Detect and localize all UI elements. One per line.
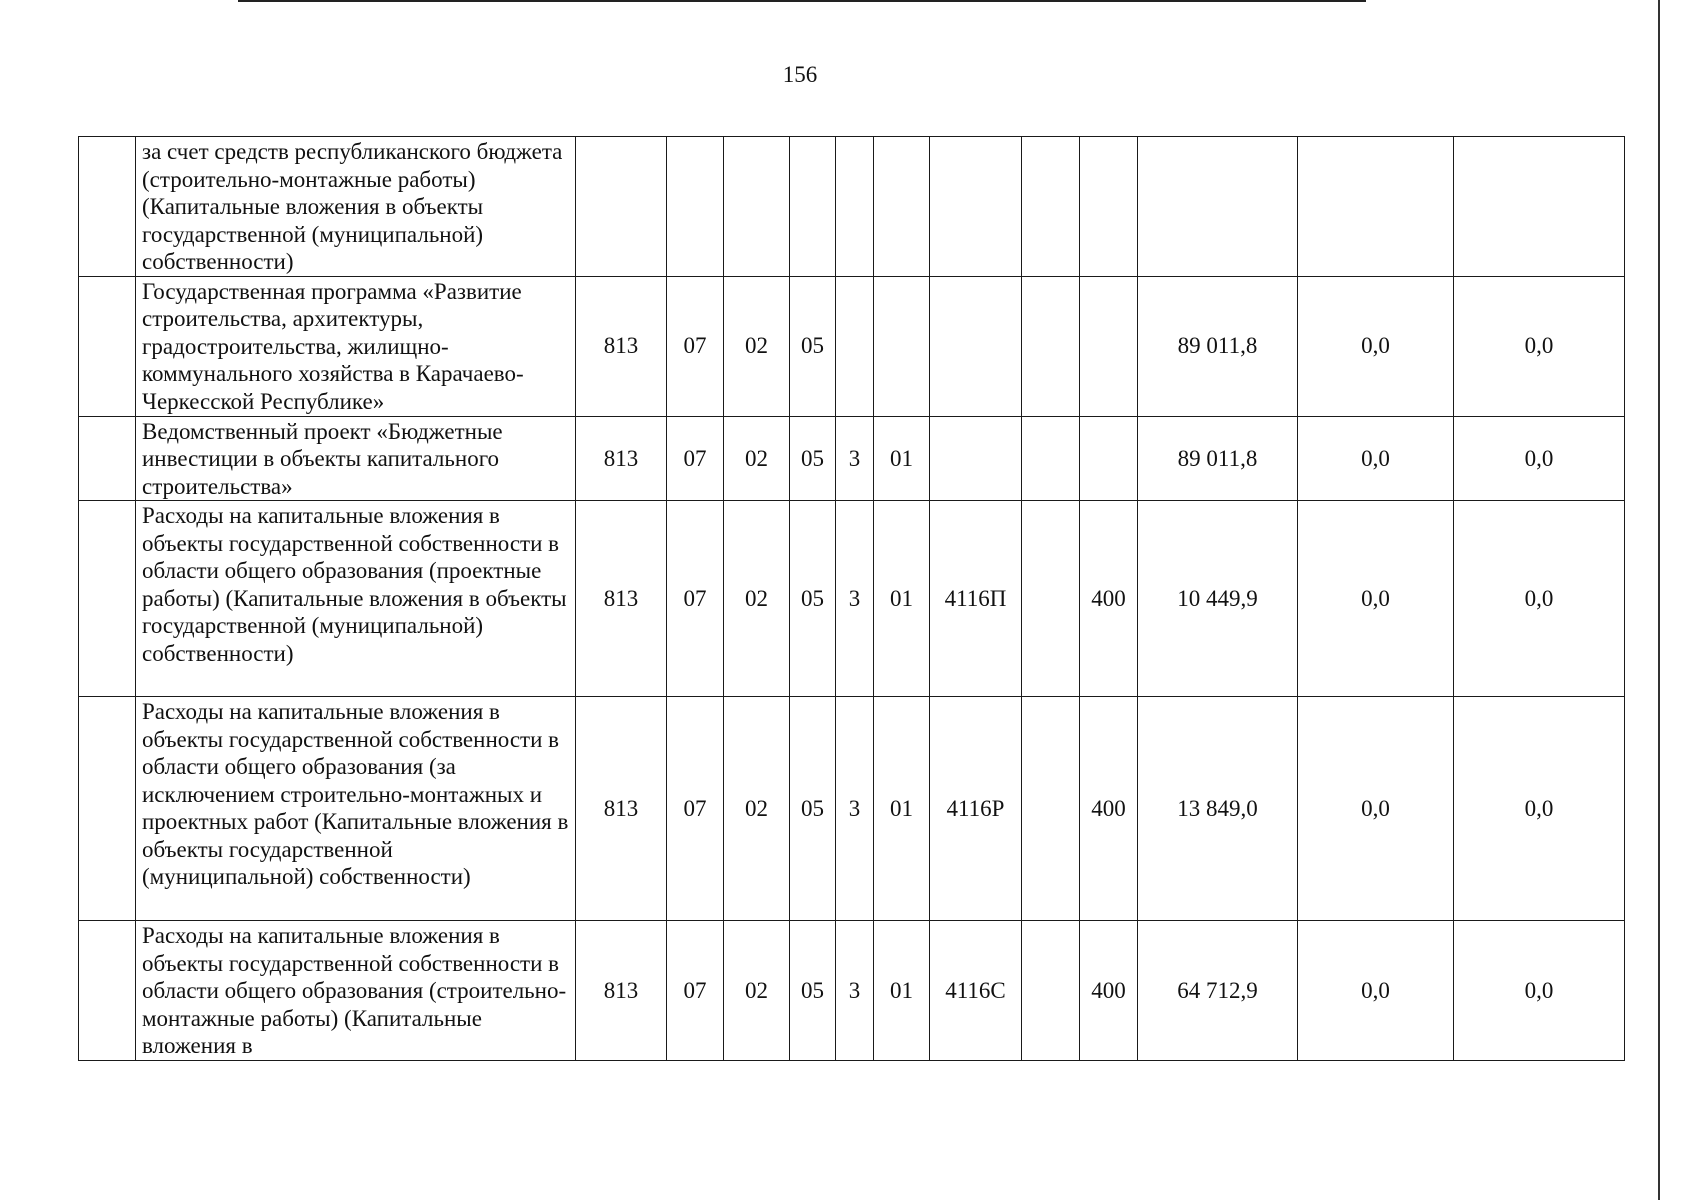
- extra-code-cell: [1022, 416, 1080, 501]
- subsection-code-cell: 02: [724, 276, 790, 416]
- section-code-cell: 07: [667, 416, 724, 501]
- page-number: 156: [782, 62, 818, 87]
- extra-code-cell: [1022, 697, 1080, 921]
- table-row: [79, 276, 1625, 416]
- scan-edge-line: [1658, 0, 1660, 1200]
- table-row: [79, 416, 1625, 501]
- item-name-cell: Ведомственный проект «Бюджетные инвестиции в объекты капитального строительства»: [136, 416, 576, 501]
- amount-year-1-cell: 13 849,0: [1138, 697, 1298, 921]
- direction-code-cell: [930, 416, 1022, 501]
- row-marker-cell: [79, 501, 136, 697]
- item-name-cell: Расходы на капитальные вложения в объекты государственной собственности в области общего образования (строительно-монтажные работы) (Капитальные вложения в: [136, 921, 576, 1061]
- ministry-code-cell: 813: [576, 501, 667, 697]
- table-row: [79, 501, 1625, 697]
- amount-year-2-cell: 0,0: [1298, 501, 1454, 697]
- expense-type-code-cell: 400: [1080, 501, 1138, 697]
- type-code-cell: [836, 276, 874, 416]
- project-code-cell: 01: [874, 921, 930, 1061]
- project-code-cell: [874, 276, 930, 416]
- ministry-code-cell: 813: [576, 416, 667, 501]
- extra-code-cell: [1022, 137, 1080, 277]
- item-name-cell: Расходы на капитальные вложения в объекты государственной собственности в области общего образования (за исключением строительно-монтажных и проектных работ (Капитальные вложения в объекты государственной (муниципальной) собственности): [136, 697, 576, 921]
- expense-type-code-cell: 400: [1080, 921, 1138, 1061]
- ministry-code-cell: 813: [576, 276, 667, 416]
- budget-table: [78, 136, 1625, 1061]
- row-marker-cell: [79, 276, 136, 416]
- expense-type-code-cell: [1080, 137, 1138, 277]
- amount-year-2-cell: 0,0: [1298, 276, 1454, 416]
- amount-year-3-cell: 0,0: [1454, 921, 1625, 1061]
- amount-year-2-cell: 0,0: [1298, 416, 1454, 501]
- program-code-cell: 05: [790, 697, 836, 921]
- direction-code-cell: 4116Р: [930, 697, 1022, 921]
- amount-year-1-cell: 10 449,9: [1138, 501, 1298, 697]
- amount-year-1-cell: 89 011,8: [1138, 416, 1298, 501]
- program-code-cell: 05: [790, 416, 836, 501]
- section-code-cell: 07: [667, 697, 724, 921]
- direction-code-cell: 4116С: [930, 921, 1022, 1061]
- table-row: [79, 137, 1625, 277]
- program-code-cell: 05: [790, 501, 836, 697]
- direction-code-cell: [930, 276, 1022, 416]
- amount-year-3-cell: 0,0: [1454, 697, 1625, 921]
- item-name-cell: Государственная программа «Развитие строительства, архитектуры, градостроительства, жилищно-коммунального хозяйства в Карачаево-Черкесской Республике»: [136, 276, 576, 416]
- section-code-cell: [667, 137, 724, 277]
- extra-code-cell: [1022, 501, 1080, 697]
- expense-type-code-cell: [1080, 416, 1138, 501]
- row-marker-cell: [79, 697, 136, 921]
- ministry-code-cell: 813: [576, 697, 667, 921]
- expense-type-code-cell: [1080, 276, 1138, 416]
- project-code-cell: 01: [874, 416, 930, 501]
- project-code-cell: [874, 137, 930, 277]
- row-marker-cell: [79, 137, 136, 277]
- amount-year-1-cell: 89 011,8: [1138, 276, 1298, 416]
- amount-year-2-cell: [1298, 137, 1454, 277]
- amount-year-3-cell: 0,0: [1454, 501, 1625, 697]
- amount-year-2-cell: 0,0: [1298, 697, 1454, 921]
- type-code-cell: 3: [836, 697, 874, 921]
- ministry-code-cell: [576, 137, 667, 277]
- extra-code-cell: [1022, 921, 1080, 1061]
- amount-year-2-cell: 0,0: [1298, 921, 1454, 1061]
- subsection-code-cell: [724, 137, 790, 277]
- row-marker-cell: [79, 416, 136, 501]
- subsection-code-cell: 02: [724, 501, 790, 697]
- section-code-cell: 07: [667, 501, 724, 697]
- program-code-cell: 05: [790, 921, 836, 1061]
- item-name-cell: Расходы на капитальные вложения в объекты государственной собственности в области общего образования (проектные работы) (Капитальные вложения в объекты государственной (муниципальной) собственности): [136, 501, 576, 697]
- ministry-code-cell: 813: [576, 921, 667, 1061]
- top-rule: [238, 0, 1366, 2]
- table-body: [79, 137, 1625, 1061]
- program-code-cell: 05: [790, 276, 836, 416]
- amount-year-3-cell: 0,0: [1454, 276, 1625, 416]
- type-code-cell: 3: [836, 416, 874, 501]
- item-name-cell: за счет средств республиканского бюджета (строительно-монтажные работы) (Капитальные вложения в объекты государственной (муниципальной) собственности): [136, 137, 576, 277]
- expense-type-code-cell: 400: [1080, 697, 1138, 921]
- project-code-cell: 01: [874, 697, 930, 921]
- amount-year-3-cell: 0,0: [1454, 416, 1625, 501]
- type-code-cell: 3: [836, 921, 874, 1061]
- extra-code-cell: [1022, 276, 1080, 416]
- type-code-cell: [836, 137, 874, 277]
- subsection-code-cell: 02: [724, 921, 790, 1061]
- table-row: [79, 697, 1625, 921]
- project-code-cell: 01: [874, 501, 930, 697]
- direction-code-cell: 4116П: [930, 501, 1022, 697]
- amount-year-3-cell: [1454, 137, 1625, 277]
- type-code-cell: 3: [836, 501, 874, 697]
- subsection-code-cell: 02: [724, 416, 790, 501]
- section-code-cell: 07: [667, 276, 724, 416]
- program-code-cell: [790, 137, 836, 277]
- amount-year-1-cell: 64 712,9: [1138, 921, 1298, 1061]
- row-marker-cell: [79, 921, 136, 1061]
- section-code-cell: 07: [667, 921, 724, 1061]
- subsection-code-cell: 02: [724, 697, 790, 921]
- direction-code-cell: [930, 137, 1022, 277]
- table-row: [79, 921, 1625, 1061]
- amount-year-1-cell: [1138, 137, 1298, 277]
